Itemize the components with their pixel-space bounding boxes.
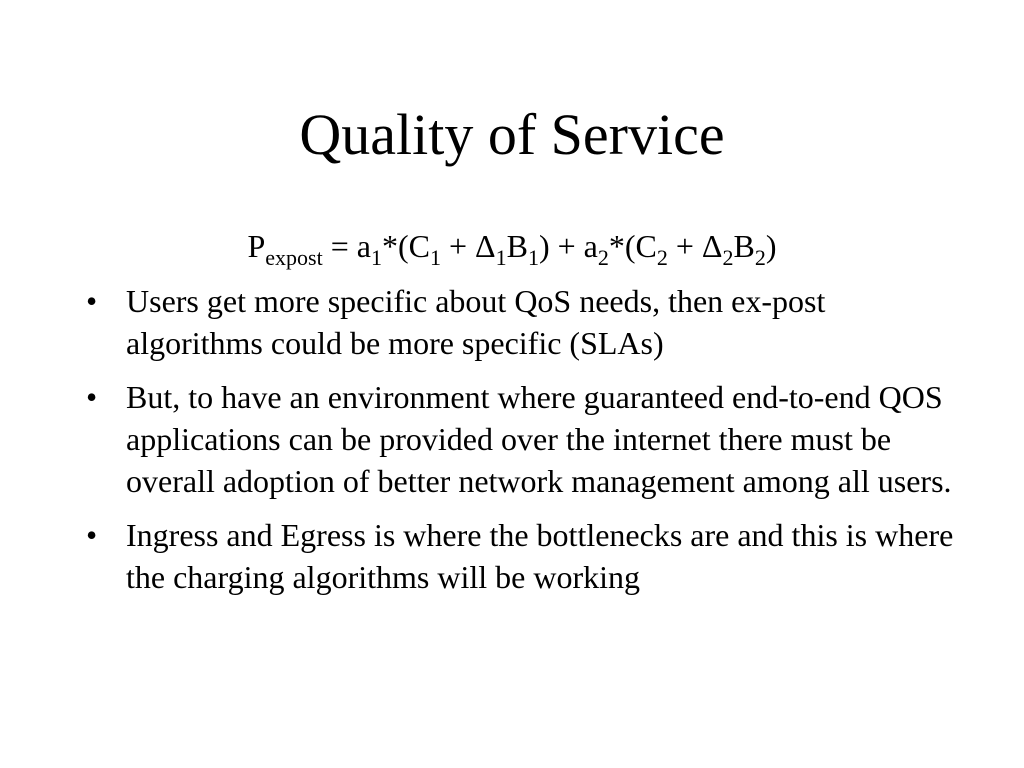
formula-plus-delta2: + Δ — [667, 228, 723, 264]
bullet-item — [86, 514, 966, 598]
bullet-text: Users get more specific about QoS needs, then ex-post algorithms could be more specific (SLAs) — [126, 283, 826, 361]
bullet-icon: • — [86, 517, 98, 553]
pricing-formula — [0, 224, 1024, 268]
formula-b2: B — [733, 228, 755, 264]
bullet-item — [86, 280, 966, 364]
formula-plus-delta1: + Δ — [441, 228, 496, 264]
formula-c1-subscript: 1 — [430, 245, 441, 270]
formula-b1: B — [506, 228, 528, 264]
formula-c2-subscript: 2 — [656, 245, 668, 270]
formula-close: ) — [765, 228, 777, 264]
formula-open-c1: *(C — [382, 228, 430, 264]
formula-p: P — [247, 228, 266, 264]
bullet-icon: • — [86, 379, 98, 415]
formula-open-c2: *(C — [608, 228, 657, 264]
formula-delta2-subscript: 2 — [722, 245, 734, 270]
formula-middle: ) + a — [538, 228, 598, 264]
formula-delta1-subscript: 1 — [495, 245, 507, 270]
formula-a1-subscript: 1 — [371, 245, 382, 270]
bullet-text: But, to have an environment where guaranteed end-to-end QOS applications can be provided over the internet there must be overall adoption of better network management among all users. — [126, 379, 952, 499]
formula-p-subscript: expost — [265, 245, 323, 270]
formula-equals-a: = a — [322, 228, 371, 264]
formula-b1-subscript: 1 — [527, 245, 539, 270]
bullet-text: Ingress and Egress is where the bottlenecks are and this is where the charging algorithms will be working — [126, 517, 954, 595]
slide-title: Quality of Service — [299, 102, 725, 167]
bullet-icon: • — [86, 283, 98, 319]
formula-b2-subscript: 2 — [754, 245, 766, 270]
formula-a2-subscript: 2 — [597, 245, 609, 270]
bullet-list — [86, 280, 966, 610]
bullet-item — [86, 376, 966, 502]
